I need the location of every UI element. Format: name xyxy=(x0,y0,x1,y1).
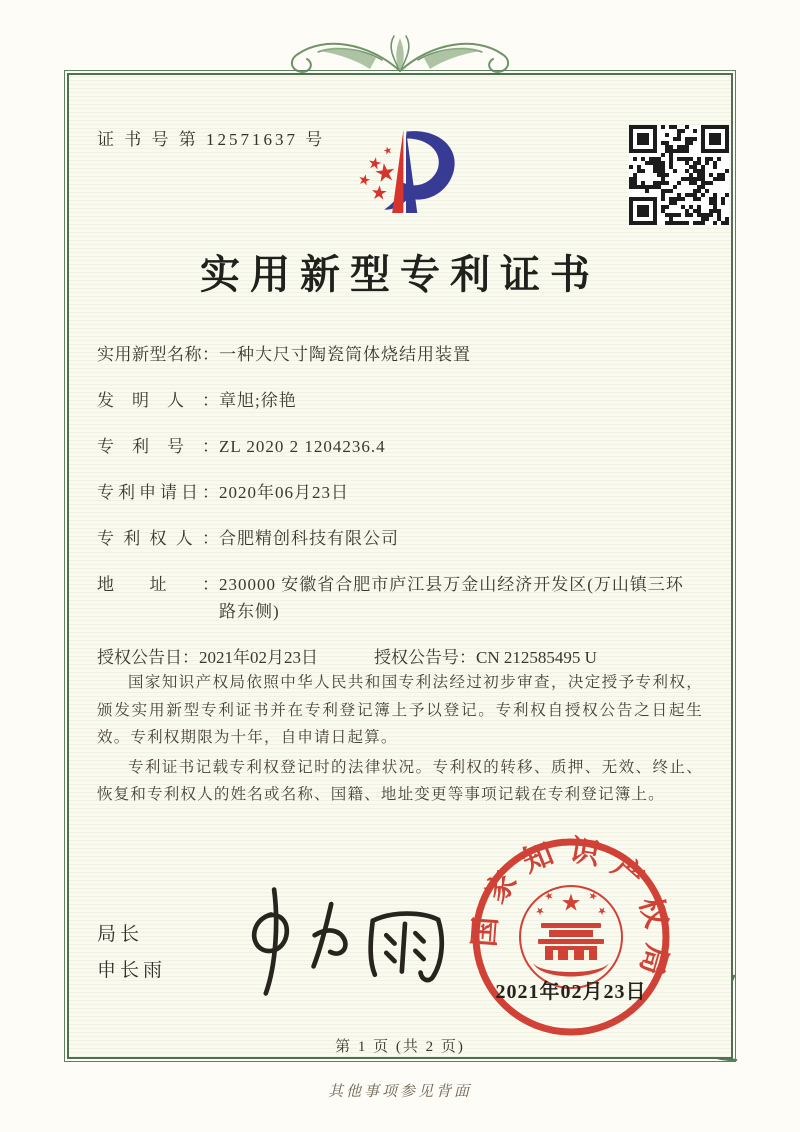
legal-paragraph: 专利证书记载专利权登记时的法律状况。专利权的转移、质押、无效、终止、恢复和专利权人的姓名或名称、国籍、地址变更等事项记载在专利登记簿上。 xyxy=(97,758,703,804)
grant-date xyxy=(97,644,318,671)
page-number: 第 1 页 (共 2 页) xyxy=(335,1039,465,1055)
certificate-frame xyxy=(64,70,736,1062)
field-label: 实用新型名称： xyxy=(97,345,219,364)
director-title: 局长 xyxy=(97,924,144,945)
field-value: 2021年02月23日 xyxy=(199,648,318,667)
field-value: ZL 2020 2 1204236.4 xyxy=(219,437,386,456)
field-value: 一种大尺寸陶瓷筒体烧结用装置 xyxy=(219,345,471,364)
legal-paragraph: 国家知识产权局依照中华人民共和国专利法经过初步审查，决定授予专利权，颁发实用新型专利证书并在专利登记簿上予以登记。专利权自授权公告之日起生效。专利权期限为十年，自申请日起算。 xyxy=(97,674,703,747)
director-name: 申长雨 xyxy=(97,960,167,981)
official-seal-icon xyxy=(465,831,677,1043)
back-note: 其他事项参见背面 xyxy=(327,1084,472,1100)
field-row-inventor xyxy=(97,387,697,414)
field-label: 专利申请日： xyxy=(97,483,219,502)
field-row-grant xyxy=(97,644,697,671)
field-row-filing-date xyxy=(97,479,697,506)
fields-block xyxy=(97,341,697,690)
legal-paragraphs xyxy=(97,669,703,811)
field-value: CN 212585495 U xyxy=(476,648,597,667)
field-row-patent-no xyxy=(97,433,697,460)
field-label: 专利号： xyxy=(97,437,219,456)
seal-date: 2021年02月23日 xyxy=(495,981,647,1003)
field-label: 授权公告日： xyxy=(97,648,199,667)
field-value: 230000 安徽省合肥市庐江县万金山经济开发区(万山镇三环路东侧) xyxy=(219,575,684,621)
signature-image xyxy=(217,875,487,1010)
field-value: 2020年06月23日 xyxy=(219,483,349,502)
field-label: 地址： xyxy=(97,575,219,594)
cnipa-logo-icon xyxy=(341,115,471,233)
seal-text: 国家知识产权局 xyxy=(468,833,674,981)
field-row-name xyxy=(97,341,697,368)
field-value: 合肥精创科技有限公司 xyxy=(219,529,399,548)
field-label: 授权公告号： xyxy=(374,648,476,667)
field-label: 专利权人： xyxy=(97,529,219,548)
field-row-patentee xyxy=(97,525,697,552)
certificate-body xyxy=(67,73,733,1059)
field-row-address xyxy=(97,571,697,625)
certificate-number: 证 书 号 第 12571637 号 xyxy=(97,130,326,149)
certificate-title: 实用新型专利证书 xyxy=(200,252,600,297)
grant-number xyxy=(374,644,597,671)
director-block xyxy=(97,917,166,989)
field-label: 发明人： xyxy=(97,391,219,410)
qr-code xyxy=(629,125,729,225)
field-value: 章旭;徐艳 xyxy=(219,391,297,410)
